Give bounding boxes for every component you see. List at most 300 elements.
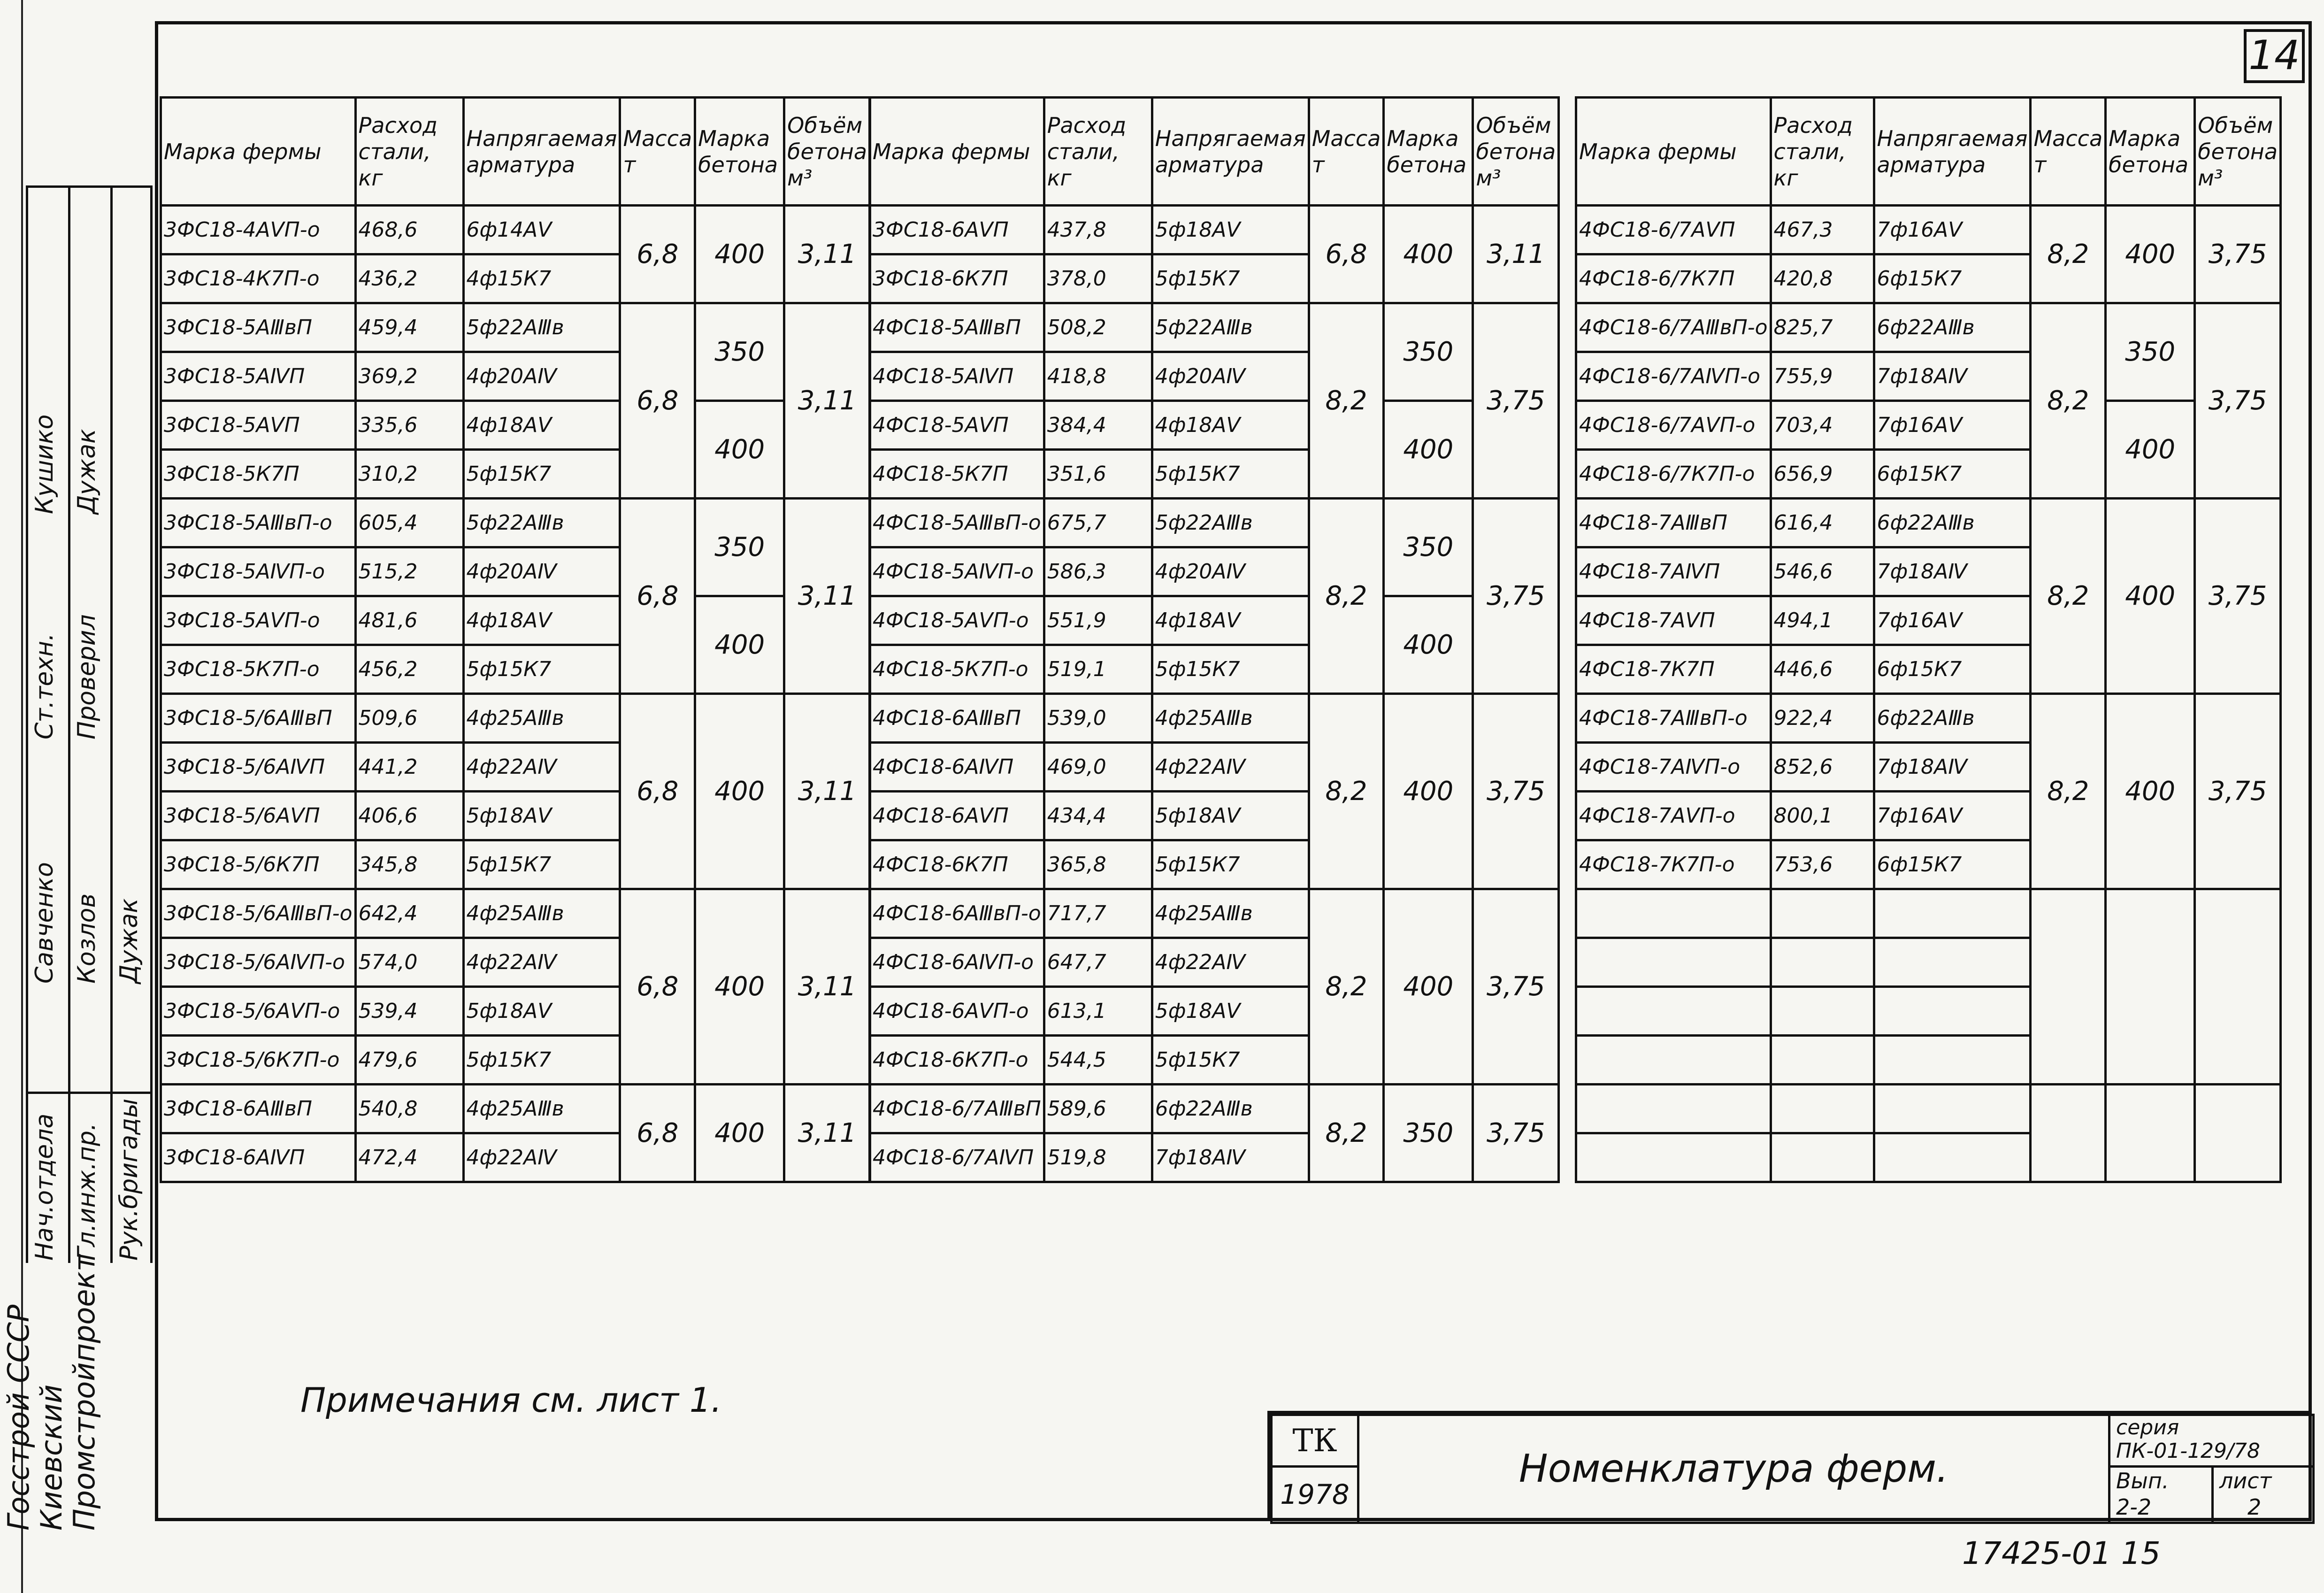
truss-mark: 3ФС18-5К7П — [161, 450, 356, 499]
column-header-volume: Объём бетона м³ — [2195, 98, 2281, 206]
prestressed-rebar: 5ф15К7 — [1152, 840, 1309, 889]
column-header-rebar: Напрягаемая арматура — [1874, 98, 2031, 206]
prestressed-rebar: 4ф22АⅣ — [463, 743, 620, 792]
truss-mark: 4ФС18-6/7АⅢвП-о — [1576, 303, 1771, 352]
steel-consumption: 515,2 — [355, 547, 463, 596]
concrete-grade: 400 — [1384, 596, 1473, 694]
truss-mark — [1576, 987, 1771, 1036]
steel-consumption: 481,6 — [355, 596, 463, 645]
prestressed-rebar: 6ф15К7 — [1874, 450, 2031, 499]
truss-mark: 4ФС18-7К7П — [1576, 645, 1771, 694]
prestressed-rebar: 5ф22АⅢв — [463, 303, 620, 352]
prestressed-rebar: 4ф22АⅣ — [463, 938, 620, 987]
steel-consumption: 544,5 — [1044, 1036, 1152, 1085]
concrete-grade — [2106, 889, 2195, 1085]
truss-mark — [1576, 889, 1771, 938]
concrete-volume: 3,11 — [784, 1085, 870, 1182]
concrete-volume: 3,75 — [2195, 694, 2281, 889]
steel-consumption: 825,7 — [1771, 303, 1874, 352]
steel-consumption: 675,7 — [1044, 499, 1152, 547]
column-header-volume: Объём бетона м³ — [1473, 98, 1559, 206]
steel-consumption — [1771, 1133, 1874, 1182]
title-block — [1267, 1411, 2312, 1521]
truss-mark: 3ФС18-5/6АⅤП-о — [161, 987, 356, 1036]
prestressed-rebar — [1874, 889, 2031, 938]
table-row — [870, 303, 1559, 352]
prestressed-rebar: 5ф18АⅤ — [1152, 792, 1309, 840]
truss-mark: 4ФС18-7АⅤП-о — [1576, 792, 1771, 840]
truss-mass: 6,8 — [620, 206, 695, 303]
steel-consumption: 519,8 — [1044, 1133, 1152, 1182]
steel-consumption: 418,8 — [1044, 352, 1152, 401]
truss-mark: 4ФС18-5АⅤП — [870, 401, 1044, 450]
prestressed-rebar: 6ф15К7 — [1874, 254, 2031, 303]
steel-consumption: 539,0 — [1044, 694, 1152, 743]
table-row — [870, 401, 1559, 450]
column-header-steel: Расход стали, кг — [1044, 98, 1152, 206]
truss-mark — [1576, 938, 1771, 987]
concrete-grade: 400 — [1384, 206, 1473, 303]
truss-mark: 3ФС18-5/6К7П — [161, 840, 356, 889]
truss-mark: 4ФС18-7АⅣП — [1576, 547, 1771, 596]
prestressed-rebar: 4ф18АⅤ — [463, 596, 620, 645]
prestressed-rebar: 5ф22АⅢв — [1152, 499, 1309, 547]
prestressed-rebar: 4ф20АⅣ — [1152, 547, 1309, 596]
truss-mark: 4ФС18-5К7П-о — [870, 645, 1044, 694]
column-header-mark: Марка фермы — [1576, 98, 1771, 206]
truss-mark: 3ФС18-4АⅤП-о — [161, 206, 356, 254]
concrete-grade: 400 — [1384, 694, 1473, 889]
prestressed-rebar: 5ф18АⅤ — [1152, 987, 1309, 1036]
table-row — [1576, 694, 2281, 743]
steel-consumption: 365,8 — [1044, 840, 1152, 889]
steel-consumption: 605,4 — [355, 499, 463, 547]
prestressed-rebar: 5ф18АⅤ — [1152, 206, 1309, 254]
truss-mark: 4ФС18-6АⅤП-о — [870, 987, 1044, 1036]
steel-consumption: 613,1 — [1044, 987, 1152, 1036]
table-row — [870, 889, 1559, 938]
steel-consumption: 479,6 — [355, 1036, 463, 1085]
prestressed-rebar: 5ф15К7 — [463, 645, 620, 694]
truss-mark: 3ФС18-6АⅤП — [870, 206, 1044, 254]
steel-consumption: 509,6 — [355, 694, 463, 743]
truss-mark: 4ФС18-7АⅢвП — [1576, 499, 1771, 547]
column-header-concrete: Марка бетона — [2106, 98, 2195, 206]
stamp-name: Козлов — [73, 893, 101, 984]
concrete-grade: 350 — [695, 303, 784, 401]
truss-mark: 4ФС18-6АⅣП-о — [870, 938, 1044, 987]
sheet-cell: лист 2 — [2211, 1465, 2315, 1524]
truss-mass: 6,8 — [620, 303, 695, 499]
concrete-grade: 350 — [2106, 303, 2195, 401]
prestressed-rebar: 5ф18АⅤ — [463, 987, 620, 1036]
prestressed-rebar: 6ф22АⅢв — [1874, 303, 2031, 352]
prestressed-rebar: 5ф15К7 — [463, 840, 620, 889]
prestressed-rebar: 5ф22АⅢв — [1152, 303, 1309, 352]
truss-mark: 4ФС18-7АⅢвП-о — [1576, 694, 1771, 743]
steel-consumption — [1771, 1036, 1874, 1085]
concrete-grade: 350 — [1384, 1085, 1473, 1182]
column-header-mass: Масса т — [1309, 98, 1384, 206]
steel-consumption: 540,8 — [355, 1085, 463, 1133]
prestressed-rebar: 6ф22АⅢв — [1874, 694, 2031, 743]
truss-mass: 8,2 — [2031, 694, 2106, 889]
prestressed-rebar: 7ф16АⅤ — [1874, 792, 2031, 840]
nomenclature-table — [160, 96, 871, 1183]
steel-consumption: 434,4 — [1044, 792, 1152, 840]
truss-mark: 3ФС18-5АⅣП — [161, 352, 356, 401]
steel-consumption: 717,7 — [1044, 889, 1152, 938]
column-header-rebar: Напрягаемая арматура — [1152, 98, 1309, 206]
nomenclature-table — [1575, 96, 2282, 1183]
prestressed-rebar: 4ф22АⅣ — [1152, 743, 1309, 792]
truss-mark: 3ФС18-4К7П-о — [161, 254, 356, 303]
stamp-name: Кушико — [31, 414, 59, 514]
steel-consumption: 406,6 — [355, 792, 463, 840]
prestressed-rebar: 6ф15К7 — [1874, 645, 2031, 694]
prestressed-rebar: 5ф15К7 — [1152, 254, 1309, 303]
truss-mark: 4ФС18-7АⅤП — [1576, 596, 1771, 645]
truss-mass: 8,2 — [1309, 694, 1384, 889]
concrete-volume: 3,75 — [1473, 499, 1559, 694]
sheet-number: 14 — [2244, 29, 2305, 83]
table-row — [1576, 499, 2281, 547]
steel-consumption: 345,8 — [355, 840, 463, 889]
prestressed-rebar: 4ф20АⅣ — [1152, 352, 1309, 401]
truss-mark: 4ФС18-6АⅢвП — [870, 694, 1044, 743]
truss-mark: 3ФС18-5/6АⅢвП-о — [161, 889, 356, 938]
steel-consumption: 656,9 — [1771, 450, 1874, 499]
prestressed-rebar: 4ф25АⅢв — [463, 889, 620, 938]
truss-mark: 3ФС18-5К7П-о — [161, 645, 356, 694]
table-row — [161, 889, 870, 938]
concrete-volume: 3,75 — [2195, 206, 2281, 303]
truss-mass — [2031, 889, 2106, 1085]
steel-consumption: 753,6 — [1771, 840, 1874, 889]
prestressed-rebar — [1874, 1085, 2031, 1133]
steel-consumption — [1771, 1085, 1874, 1133]
note-text: Примечания см. лист 1. — [300, 1380, 722, 1420]
concrete-volume: 3,11 — [1473, 206, 1559, 303]
title-block-code: ТК — [1270, 1414, 1359, 1468]
nomenclature-table — [868, 96, 1560, 1183]
column-header-rebar: Напрягаемая арматура — [463, 98, 620, 206]
prestressed-rebar: 4ф25АⅢв — [1152, 694, 1309, 743]
concrete-volume: 3,75 — [2195, 303, 2281, 499]
steel-consumption: 519,1 — [1044, 645, 1152, 694]
concrete-grade: 400 — [695, 694, 784, 889]
table-row — [1576, 401, 2281, 450]
table-row — [161, 596, 870, 645]
concrete-grade — [2106, 1085, 2195, 1182]
concrete-grade: 400 — [695, 401, 784, 499]
column-header-steel: Расход стали, кг — [1771, 98, 1874, 206]
prestressed-rebar: 4ф22АⅣ — [463, 1133, 620, 1182]
steel-consumption: 467,3 — [1771, 206, 1874, 254]
concrete-grade: 400 — [695, 596, 784, 694]
stamp-role: Рук.бригады — [115, 1098, 143, 1261]
concrete-grade: 400 — [1384, 889, 1473, 1085]
prestressed-rebar: 4ф18АⅤ — [1152, 596, 1309, 645]
truss-mark: 3ФС18-5АⅣП-о — [161, 547, 356, 596]
concrete-grade: 350 — [1384, 499, 1473, 596]
column-header-concrete: Марка бетона — [1384, 98, 1473, 206]
concrete-volume: 3,11 — [784, 206, 870, 303]
prestressed-rebar: 7ф18АⅣ — [1874, 547, 2031, 596]
steel-consumption: 437,8 — [1044, 206, 1152, 254]
truss-mass: 6,8 — [620, 694, 695, 889]
truss-mark: 4ФС18-5АⅤП-о — [870, 596, 1044, 645]
steel-consumption: 546,6 — [1771, 547, 1874, 596]
prestressed-rebar: 7ф18АⅣ — [1874, 743, 2031, 792]
concrete-volume: 3,75 — [1473, 889, 1559, 1085]
table-row — [161, 401, 870, 450]
truss-mark: 4ФС18-5АⅢвП-о — [870, 499, 1044, 547]
truss-mark — [1576, 1133, 1771, 1182]
prestressed-rebar: 4ф22АⅣ — [1152, 938, 1309, 987]
concrete-volume: 3,11 — [784, 694, 870, 889]
steel-consumption: 800,1 — [1771, 792, 1874, 840]
stamp-role: Гл.инж.пр. — [73, 1123, 101, 1261]
stamp-name: Дужак — [115, 898, 143, 984]
drawing-title: Номенклатура ферм. — [1357, 1414, 2110, 1524]
truss-mass: 8,2 — [1309, 889, 1384, 1085]
truss-mark: 3ФС18-5АⅢвП-о — [161, 499, 356, 547]
prestressed-rebar: 6ф15К7 — [1874, 840, 2031, 889]
steel-consumption: 852,6 — [1771, 743, 1874, 792]
steel-consumption: 586,3 — [1044, 547, 1152, 596]
truss-mass: 6,8 — [620, 499, 695, 694]
truss-mark: 3ФС18-6АⅢвП — [161, 1085, 356, 1133]
truss-mass: 6,8 — [1309, 206, 1384, 303]
nomenclature-table-1 — [160, 96, 871, 1183]
concrete-volume: 3,11 — [784, 499, 870, 694]
table-row — [161, 694, 870, 743]
truss-mark: 3ФС18-5АⅤП-о — [161, 596, 356, 645]
truss-mark: 4ФС18-6АⅣП — [870, 743, 1044, 792]
steel-consumption: 472,4 — [355, 1133, 463, 1182]
truss-mark: 4ФС18-6/7АⅤП-о — [1576, 401, 1771, 450]
steel-consumption: 436,2 — [355, 254, 463, 303]
prestressed-rebar: 4ф25АⅢв — [1152, 889, 1309, 938]
steel-consumption: 446,6 — [1771, 645, 1874, 694]
truss-mark: 4ФС18-5АⅣП-о — [870, 547, 1044, 596]
steel-consumption: 574,0 — [355, 938, 463, 987]
concrete-grade: 400 — [2106, 206, 2195, 303]
column-header-mass: Масса т — [620, 98, 695, 206]
table-row — [870, 694, 1559, 743]
table-row — [1576, 303, 2281, 352]
truss-mass: 8,2 — [2031, 206, 2106, 303]
truss-mark: 4ФС18-5К7П — [870, 450, 1044, 499]
truss-mass: 8,2 — [1309, 499, 1384, 694]
steel-consumption: 703,4 — [1771, 401, 1874, 450]
prestressed-rebar — [1874, 987, 2031, 1036]
table-row — [870, 206, 1559, 254]
steel-consumption: 539,4 — [355, 987, 463, 1036]
truss-mass: 8,2 — [2031, 499, 2106, 694]
prestressed-rebar: 7ф18АⅣ — [1152, 1133, 1309, 1182]
truss-mark: 4ФС18-6/7К7П — [1576, 254, 1771, 303]
prestressed-rebar: 4ф20АⅣ — [463, 352, 620, 401]
prestressed-rebar: 5ф15К7 — [1152, 1036, 1309, 1085]
steel-consumption: 551,9 — [1044, 596, 1152, 645]
column-header-mark: Марка фермы — [870, 98, 1044, 206]
truss-mark — [1576, 1036, 1771, 1085]
concrete-grade: 350 — [1384, 303, 1473, 401]
concrete-grade: 400 — [1384, 401, 1473, 499]
concrete-volume: 3,75 — [1473, 1085, 1559, 1182]
truss-mass — [2031, 1085, 2106, 1182]
concrete-grade: 400 — [2106, 694, 2195, 889]
concrete-grade: 400 — [2106, 401, 2195, 499]
truss-mark: 3ФС18-5/6К7П-о — [161, 1036, 356, 1085]
truss-mark: 3ФС18-5/6АⅣП — [161, 743, 356, 792]
truss-mass: 8,2 — [1309, 1085, 1384, 1182]
table-row — [1576, 1085, 2281, 1133]
truss-mark: 4ФС18-6АⅤП — [870, 792, 1044, 840]
truss-mark: 4ФС18-6К7П-о — [870, 1036, 1044, 1085]
concrete-grade: 350 — [695, 499, 784, 596]
prestressed-rebar — [1874, 1036, 2031, 1085]
steel-consumption: 459,4 — [355, 303, 463, 352]
steel-consumption — [1771, 938, 1874, 987]
table-row — [870, 1085, 1559, 1133]
truss-mark: 3ФС18-5АⅢвП — [161, 303, 356, 352]
truss-mass: 8,2 — [1309, 303, 1384, 499]
title-block-year: 1978 — [1270, 1465, 1359, 1524]
prestressed-rebar: 4ф25АⅢв — [463, 1085, 620, 1133]
prestressed-rebar: 5ф22АⅢв — [463, 499, 620, 547]
steel-consumption: 441,2 — [355, 743, 463, 792]
approval-stamp — [26, 185, 153, 1263]
steel-consumption: 642,4 — [355, 889, 463, 938]
concrete-volume: 3,75 — [2195, 499, 2281, 694]
prestressed-rebar: 4ф15К7 — [463, 254, 620, 303]
issue-cell: Вып. 2-2 — [2108, 1465, 2214, 1524]
steel-consumption: 335,6 — [355, 401, 463, 450]
steel-consumption: 384,4 — [1044, 401, 1152, 450]
table-row — [1576, 889, 2281, 938]
steel-consumption: 369,2 — [355, 352, 463, 401]
prestressed-rebar: 5ф15К7 — [1152, 450, 1309, 499]
prestressed-rebar: 6ф22АⅢв — [1152, 1085, 1309, 1133]
truss-mark: 4ФС18-6/7АⅣП-о — [1576, 352, 1771, 401]
prestressed-rebar: 7ф16АⅤ — [1874, 401, 2031, 450]
concrete-volume: 3,11 — [784, 889, 870, 1085]
concrete-grade: 400 — [695, 206, 784, 303]
steel-consumption: 647,7 — [1044, 938, 1152, 987]
truss-mark: 4ФС18-6К7П — [870, 840, 1044, 889]
steel-consumption — [1771, 987, 1874, 1036]
column-header-mark: Марка фермы — [161, 98, 356, 206]
stamp-name: Савченко — [31, 862, 59, 984]
prestressed-rebar: 7ф16АⅤ — [1874, 596, 2031, 645]
truss-mark: 4ФС18-6/7АⅢвП — [870, 1085, 1044, 1133]
prestressed-rebar: 4ф18АⅤ — [1152, 401, 1309, 450]
table-row — [161, 206, 870, 254]
prestressed-rebar: 4ф18АⅤ — [463, 401, 620, 450]
steel-consumption: 494,1 — [1771, 596, 1874, 645]
steel-consumption: 378,0 — [1044, 254, 1152, 303]
table-row — [161, 303, 870, 352]
truss-mark: 4ФС18-6АⅢвП-о — [870, 889, 1044, 938]
steel-consumption: 589,6 — [1044, 1085, 1152, 1133]
steel-consumption: 468,6 — [355, 206, 463, 254]
truss-mark: 4ФС18-5АⅣП — [870, 352, 1044, 401]
truss-mark — [1576, 1085, 1771, 1133]
steel-consumption: 616,4 — [1771, 499, 1874, 547]
steel-consumption: 310,2 — [355, 450, 463, 499]
column-header-volume: Объём бетона м³ — [784, 98, 870, 206]
prestressed-rebar — [1874, 938, 2031, 987]
truss-mark: 4ФС18-5АⅢвП — [870, 303, 1044, 352]
table-row — [1576, 206, 2281, 254]
table-row — [870, 499, 1559, 547]
prestressed-rebar: 6ф14АⅤ — [463, 206, 620, 254]
nomenclature-table-3 — [1575, 96, 2282, 1183]
prestressed-rebar: 5ф15К7 — [463, 450, 620, 499]
truss-mass: 6,8 — [620, 1085, 695, 1182]
column-header-steel: Расход стали, кг — [355, 98, 463, 206]
prestressed-rebar: 7ф16АⅤ — [1874, 206, 2031, 254]
table-row — [870, 596, 1559, 645]
truss-mark: 3ФС18-5/6АⅢвП — [161, 694, 356, 743]
truss-mark: 4ФС18-6/7К7П-о — [1576, 450, 1771, 499]
truss-mark: 3ФС18-5АⅤП — [161, 401, 356, 450]
steel-consumption: 351,6 — [1044, 450, 1152, 499]
column-header-mass: Масса т — [2031, 98, 2106, 206]
truss-mark: 4ФС18-6/7АⅤП — [1576, 206, 1771, 254]
archive-code: 17425-01 15 — [1962, 1535, 2161, 1571]
steel-consumption: 420,8 — [1771, 254, 1874, 303]
truss-mark: 3ФС18-6АⅣП — [161, 1133, 356, 1182]
truss-mark: 4ФС18-7К7П-о — [1576, 840, 1771, 889]
concrete-volume — [2195, 1085, 2281, 1182]
table-row — [161, 499, 870, 547]
nomenclature-table-2 — [868, 96, 1560, 1183]
steel-consumption — [1771, 889, 1874, 938]
prestressed-rebar: 6ф22АⅢв — [1874, 499, 2031, 547]
concrete-volume — [2195, 889, 2281, 1085]
stamp-role: Ст.техн. — [31, 633, 59, 739]
prestressed-rebar — [1874, 1133, 2031, 1182]
prestressed-rebar: 5ф15К7 — [1152, 645, 1309, 694]
concrete-volume: 3,75 — [1473, 303, 1559, 499]
concrete-grade: 400 — [2106, 499, 2195, 694]
truss-mass: 6,8 — [620, 889, 695, 1085]
steel-consumption: 755,9 — [1771, 352, 1874, 401]
steel-consumption: 469,0 — [1044, 743, 1152, 792]
stamp-name: Дужак — [73, 429, 101, 514]
series-cell: серия ПК-01-129/78 — [2108, 1414, 2315, 1468]
truss-mass: 8,2 — [2031, 303, 2106, 499]
concrete-volume: 3,75 — [1473, 694, 1559, 889]
truss-mark: 3ФС18-6К7П — [870, 254, 1044, 303]
concrete-grade: 400 — [695, 889, 784, 1085]
organization-name: Госстрой СССР Киевский Промстройпроект — [1, 1254, 101, 1531]
truss-mark: 3ФС18-5/6АⅤП — [161, 792, 356, 840]
prestressed-rebar: 5ф18АⅤ — [463, 792, 620, 840]
steel-consumption: 456,2 — [355, 645, 463, 694]
concrete-grade: 400 — [695, 1085, 784, 1182]
steel-consumption: 922,4 — [1771, 694, 1874, 743]
prestressed-rebar: 5ф15К7 — [463, 1036, 620, 1085]
prestressed-rebar: 7ф18АⅣ — [1874, 352, 2031, 401]
prestressed-rebar: 4ф25АⅢв — [463, 694, 620, 743]
truss-mark: 4ФС18-7АⅣП-о — [1576, 743, 1771, 792]
prestressed-rebar: 4ф20АⅣ — [463, 547, 620, 596]
